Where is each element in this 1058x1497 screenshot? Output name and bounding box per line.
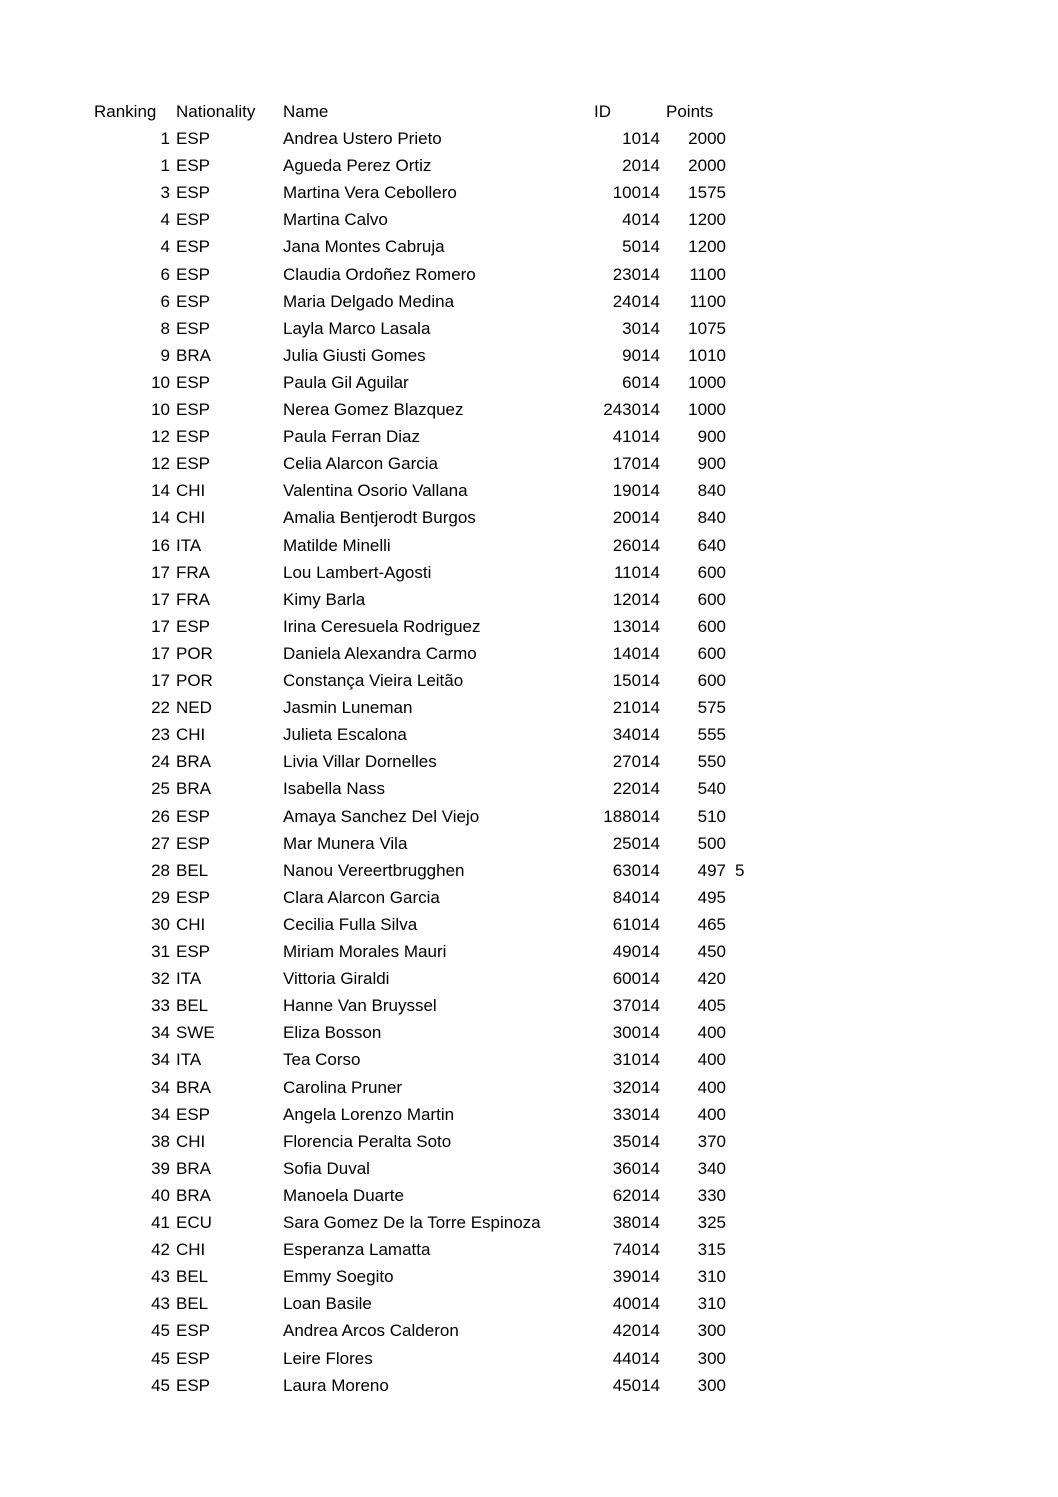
id-cell: 4014 bbox=[622, 210, 660, 230]
id-cell: 60014 bbox=[612, 969, 660, 989]
id-cell: 27014 bbox=[612, 752, 660, 772]
ranking-cell: 33 bbox=[151, 996, 170, 1016]
points-cell: 300 bbox=[697, 1348, 726, 1368]
nationality-cell: CHI bbox=[176, 914, 206, 934]
id-cell: 17014 bbox=[612, 454, 660, 474]
nationality-cell: ESP bbox=[176, 454, 211, 474]
table-row bbox=[0, 911, 1058, 938]
name-cell: Vittoria Giraldi bbox=[283, 969, 390, 989]
id-cell: 25014 bbox=[612, 833, 660, 853]
name-cell: Emmy Soegito bbox=[283, 1267, 394, 1287]
name-cell: Paula Gil Aguilar bbox=[283, 372, 409, 392]
points-cell: 497 bbox=[697, 860, 726, 880]
id-cell: 30014 bbox=[612, 1023, 660, 1043]
id-cell: 1014 bbox=[622, 129, 660, 148]
ranking-cell: 17 bbox=[151, 589, 170, 609]
name-cell: Amaya Sanchez Del Viejo bbox=[283, 806, 480, 826]
ranking-cell: 43 bbox=[151, 1267, 170, 1287]
points-cell: 840 bbox=[697, 508, 726, 528]
ranking-cell: 14 bbox=[151, 481, 170, 501]
points-cell: 310 bbox=[697, 1267, 726, 1287]
ranking-cell: 6 bbox=[160, 264, 170, 284]
ranking-cell: 39 bbox=[151, 1158, 170, 1178]
points-cell: 840 bbox=[697, 481, 726, 501]
id-cell: 2014 bbox=[622, 156, 660, 176]
id-cell: 22014 bbox=[612, 779, 660, 799]
name-cell: Agueda Perez Ortiz bbox=[283, 156, 432, 176]
table-row bbox=[0, 369, 1058, 396]
id-cell: 31014 bbox=[612, 1050, 660, 1070]
name-cell: Mar Munera Vila bbox=[283, 833, 408, 853]
ranking-cell: 34 bbox=[151, 1104, 170, 1124]
id-cell: 45014 bbox=[612, 1375, 660, 1395]
ranking-cell: 1 bbox=[160, 129, 170, 148]
points-cell: 540 bbox=[697, 779, 726, 799]
table-row bbox=[0, 1155, 1058, 1182]
id-cell: 15014 bbox=[612, 671, 660, 690]
table-row bbox=[0, 261, 1058, 288]
points-cell: 1100 bbox=[689, 291, 726, 311]
ranking-cell: 23 bbox=[151, 725, 170, 745]
nationality-cell: BEL bbox=[176, 996, 209, 1016]
name-cell: Celia Alarcon Garcia bbox=[283, 454, 438, 474]
nationality-cell: BEL bbox=[176, 1267, 209, 1287]
table-row bbox=[0, 125, 1058, 152]
id-cell: 14014 bbox=[612, 643, 660, 663]
table-row bbox=[0, 532, 1058, 559]
id-cell: 63014 bbox=[612, 860, 660, 880]
points-cell: 1100 bbox=[689, 264, 726, 284]
ranking-cell: 1 bbox=[160, 156, 170, 176]
nationality-cell: FRA bbox=[176, 562, 210, 582]
ranking-cell: 45 bbox=[151, 1348, 170, 1368]
name-cell: Tea Corso bbox=[283, 1050, 361, 1070]
id-cell: 33014 bbox=[612, 1104, 660, 1124]
nationality-cell: FRA bbox=[176, 589, 210, 609]
ranking-cell: 30 bbox=[151, 914, 170, 934]
ranking-cell: 22 bbox=[151, 698, 170, 718]
table-row bbox=[0, 1290, 1058, 1317]
id-cell: 35014 bbox=[612, 1131, 660, 1151]
name-cell: Nerea Gomez Blazquez bbox=[283, 400, 464, 419]
ranking-cell: 41 bbox=[151, 1213, 170, 1232]
points-cell: 330 bbox=[697, 1185, 726, 1205]
points-cell: 370 bbox=[697, 1131, 726, 1151]
ranking-cell: 34 bbox=[151, 1050, 170, 1070]
id-cell: 34014 bbox=[612, 725, 660, 745]
nationality-cell: BRA bbox=[176, 1158, 211, 1178]
nationality-cell: ESP bbox=[176, 372, 211, 392]
table-row bbox=[0, 992, 1058, 1019]
points-cell: 600 bbox=[697, 616, 726, 636]
table-row bbox=[0, 233, 1058, 260]
name-cell: Hanne Van Bruyssel bbox=[283, 996, 437, 1016]
nationality-cell: SWE bbox=[176, 1023, 215, 1043]
table-row bbox=[0, 559, 1058, 586]
points-cell: 600 bbox=[697, 562, 726, 582]
nationality-cell: ESP bbox=[176, 833, 211, 853]
ranking-cell: 43 bbox=[151, 1294, 170, 1314]
id-cell: 19014 bbox=[612, 481, 660, 501]
points-cell: 300 bbox=[697, 1375, 726, 1395]
points-cell: 555 bbox=[697, 725, 726, 745]
points-cell: 300 bbox=[697, 1321, 726, 1341]
id-cell: 36014 bbox=[612, 1158, 660, 1178]
table-row bbox=[0, 965, 1058, 992]
nationality-cell: ESP bbox=[176, 1348, 211, 1368]
name-cell: Livia Villar Dornelles bbox=[283, 752, 437, 772]
id-cell: 38014 bbox=[612, 1213, 660, 1232]
table-row bbox=[0, 775, 1058, 802]
nationality-cell: ESP bbox=[176, 210, 211, 230]
ranking-cell: 29 bbox=[151, 887, 170, 907]
nationality-cell: ESP bbox=[176, 264, 211, 284]
id-cell: 21014 bbox=[612, 698, 660, 718]
nationality-cell: ESP bbox=[176, 318, 211, 338]
name-cell: Andrea Ustero Prieto bbox=[283, 129, 442, 148]
name-cell: Carolina Pruner bbox=[283, 1077, 403, 1097]
id-cell: 5014 bbox=[622, 237, 660, 257]
nationality-cell: CHI bbox=[176, 1131, 206, 1151]
ranking-cell: 6 bbox=[160, 291, 170, 311]
nationality-cell: POR bbox=[176, 643, 213, 663]
header-id: ID bbox=[594, 102, 611, 121]
table-row bbox=[0, 1046, 1058, 1073]
id-cell: 11014 bbox=[613, 562, 660, 582]
points-cell: 1200 bbox=[688, 237, 726, 257]
ranking-cell: 17 bbox=[151, 643, 170, 663]
points-cell: 500 bbox=[697, 833, 726, 853]
nationality-cell: CHI bbox=[176, 508, 206, 528]
points-cell: 400 bbox=[697, 1023, 726, 1043]
name-cell: Maria Delgado Medina bbox=[283, 291, 455, 311]
ranking-cell: 14 bbox=[151, 508, 170, 528]
nationality-cell: ESP bbox=[176, 887, 211, 907]
table-row bbox=[0, 1182, 1058, 1209]
points-cell: 400 bbox=[697, 1050, 726, 1070]
nationality-cell: NED bbox=[176, 698, 212, 718]
id-cell: 39014 bbox=[612, 1267, 660, 1287]
name-cell: Sara Gomez De la Torre Espinoza bbox=[283, 1213, 541, 1232]
name-cell: Martina Vera Cebollero bbox=[283, 183, 457, 203]
table-row bbox=[0, 884, 1058, 911]
ranking-cell: 25 bbox=[151, 779, 170, 799]
nationality-cell: ITA bbox=[176, 535, 202, 555]
points-cell: 400 bbox=[697, 1104, 726, 1124]
ranking-cell: 16 bbox=[151, 535, 170, 555]
table-row bbox=[0, 586, 1058, 613]
table-row bbox=[0, 1263, 1058, 1290]
table-row bbox=[0, 938, 1058, 965]
table-header bbox=[0, 98, 1058, 125]
name-cell: Angela Lorenzo Martin bbox=[283, 1104, 455, 1124]
name-cell: Sofia Duval bbox=[283, 1158, 370, 1178]
name-cell: Irina Ceresuela Rodriguez bbox=[283, 616, 481, 636]
id-cell: 24014 bbox=[612, 291, 660, 311]
id-cell: 13014 bbox=[612, 616, 660, 636]
ranking-cell: 3 bbox=[160, 183, 170, 203]
id-cell: 32014 bbox=[612, 1077, 660, 1097]
name-cell: Jasmin Luneman bbox=[283, 698, 413, 718]
ranking-cell: 31 bbox=[151, 942, 170, 961]
id-cell: 26014 bbox=[612, 535, 660, 555]
nationality-cell: CHI bbox=[176, 1240, 206, 1260]
points-cell: 1000 bbox=[688, 372, 726, 392]
points-cell: 600 bbox=[697, 643, 726, 663]
nationality-cell: ESP bbox=[176, 616, 211, 636]
points-cell: 1200 bbox=[688, 210, 726, 230]
ranking-cell: 27 bbox=[151, 833, 170, 853]
id-cell: 3014 bbox=[622, 318, 660, 338]
ranking-cell: 12 bbox=[151, 427, 170, 447]
nationality-cell: ESP bbox=[176, 806, 211, 826]
name-cell: Loan Basile bbox=[283, 1294, 372, 1314]
id-cell: 188014 bbox=[603, 806, 660, 826]
name-cell: Miriam Morales Mauri bbox=[283, 942, 447, 961]
table-row bbox=[0, 288, 1058, 315]
ranking-cell: 34 bbox=[151, 1023, 170, 1043]
table-row bbox=[0, 1019, 1058, 1046]
points-cell: 465 bbox=[697, 914, 726, 934]
ranking-cell: 45 bbox=[151, 1375, 170, 1395]
ranking-cell: 17 bbox=[151, 562, 170, 582]
table-row bbox=[0, 830, 1058, 857]
nationality-cell: ESP bbox=[176, 400, 211, 419]
nationality-cell: CHI bbox=[176, 725, 206, 745]
ranking-cell: 4 bbox=[160, 210, 170, 230]
ranking-cell: 42 bbox=[151, 1240, 170, 1260]
name-cell: Julia Giusti Gomes bbox=[283, 345, 426, 365]
table-row bbox=[0, 1101, 1058, 1128]
ranking-cell: 10 bbox=[151, 400, 170, 419]
points-cell: 1075 bbox=[688, 318, 726, 338]
table-row bbox=[0, 803, 1058, 830]
name-cell: Florencia Peralta Soto bbox=[283, 1131, 452, 1151]
points-cell: 325 bbox=[697, 1213, 726, 1232]
points-cell: 510 bbox=[697, 806, 726, 826]
header-nationality: Nationality bbox=[176, 102, 256, 121]
nationality-cell: ESP bbox=[176, 1104, 211, 1124]
extra-cell: 5 bbox=[735, 860, 745, 880]
ranking-cell: 9 bbox=[160, 345, 170, 365]
ranking-cell: 28 bbox=[151, 860, 170, 880]
name-cell: Jana Montes Cabruja bbox=[283, 237, 445, 257]
nationality-cell: ESP bbox=[176, 156, 211, 176]
id-cell: 42014 bbox=[612, 1321, 660, 1341]
nationality-cell: ESP bbox=[176, 427, 211, 447]
nationality-cell: BEL bbox=[176, 860, 209, 880]
name-cell: Laura Moreno bbox=[283, 1375, 389, 1395]
points-cell: 420 bbox=[697, 969, 726, 989]
points-cell: 400 bbox=[697, 1077, 726, 1097]
nationality-cell: BRA bbox=[176, 752, 211, 772]
name-cell: Leire Flores bbox=[283, 1348, 373, 1368]
id-cell: 74014 bbox=[612, 1240, 660, 1260]
table-row bbox=[0, 477, 1058, 504]
table-row bbox=[0, 1128, 1058, 1155]
table-row bbox=[0, 721, 1058, 748]
nationality-cell: BRA bbox=[176, 1077, 211, 1097]
points-cell: 550 bbox=[697, 752, 726, 772]
points-cell: 900 bbox=[697, 427, 726, 447]
name-cell: Esperanza Lamatta bbox=[283, 1240, 431, 1260]
table-row bbox=[0, 1209, 1058, 1236]
id-cell: 6014 bbox=[622, 372, 660, 392]
ranking-cell: 38 bbox=[151, 1131, 170, 1151]
points-cell: 600 bbox=[697, 671, 726, 690]
nationality-cell: ITA bbox=[176, 969, 202, 989]
id-cell: 37014 bbox=[612, 996, 660, 1016]
ranking-cell: 8 bbox=[160, 318, 170, 338]
table-row bbox=[0, 694, 1058, 721]
nationality-cell: BRA bbox=[176, 345, 211, 365]
header-points: Points bbox=[666, 102, 714, 121]
nationality-cell: ESP bbox=[176, 942, 211, 961]
name-cell: Kimy Barla bbox=[283, 589, 366, 609]
ranking-cell: 12 bbox=[151, 454, 170, 474]
id-cell: 12014 bbox=[612, 589, 660, 609]
table-row bbox=[0, 504, 1058, 531]
header-ranking: Ranking bbox=[94, 102, 157, 121]
table-row bbox=[0, 1236, 1058, 1263]
table-row bbox=[0, 450, 1058, 477]
name-cell: Constança Vieira Leitão bbox=[283, 671, 464, 690]
name-cell: Layla Marco Lasala bbox=[283, 318, 431, 338]
points-cell: 1575 bbox=[688, 183, 726, 203]
nationality-cell: BRA bbox=[176, 779, 211, 799]
name-cell: Manoela Duarte bbox=[283, 1185, 404, 1205]
ranking-cell: 24 bbox=[151, 752, 170, 772]
nationality-cell: ESP bbox=[176, 183, 211, 203]
nationality-cell: ESP bbox=[176, 129, 211, 148]
id-cell: 9014 bbox=[622, 345, 660, 365]
table-row bbox=[0, 396, 1058, 423]
name-cell: Isabella Nass bbox=[283, 779, 386, 799]
points-cell: 640 bbox=[697, 535, 726, 555]
points-cell: 405 bbox=[697, 996, 726, 1016]
nationality-cell: POR bbox=[176, 671, 213, 690]
points-cell: 315 bbox=[697, 1240, 726, 1260]
id-cell: 10014 bbox=[612, 183, 660, 203]
ranking-cell: 32 bbox=[151, 969, 170, 989]
table-row bbox=[0, 667, 1058, 694]
name-cell: Clara Alarcon Garcia bbox=[283, 887, 440, 907]
points-cell: 575 bbox=[697, 698, 726, 718]
table-row bbox=[0, 342, 1058, 369]
table-row bbox=[0, 857, 1058, 884]
table-row bbox=[0, 613, 1058, 640]
nationality-cell: ESP bbox=[176, 237, 211, 257]
table-row bbox=[0, 315, 1058, 342]
points-cell: 495 bbox=[697, 887, 726, 907]
nationality-cell: BRA bbox=[176, 1185, 211, 1205]
table-row bbox=[0, 748, 1058, 775]
table-row bbox=[0, 1317, 1058, 1344]
ranking-cell: 26 bbox=[151, 806, 170, 826]
points-cell: 450 bbox=[697, 942, 726, 961]
name-cell: Matilde Minelli bbox=[283, 535, 391, 555]
table-row bbox=[0, 1074, 1058, 1101]
name-cell: Cecilia Fulla Silva bbox=[283, 914, 418, 934]
ranking-cell: 17 bbox=[151, 616, 170, 636]
header-name: Name bbox=[283, 102, 329, 121]
ranking-cell: 45 bbox=[151, 1321, 170, 1341]
id-cell: 62014 bbox=[612, 1185, 660, 1205]
table-row bbox=[0, 179, 1058, 206]
name-cell: Lou Lambert-Agosti bbox=[283, 562, 432, 582]
table-row bbox=[0, 1372, 1058, 1399]
name-cell: Andrea Arcos Calderon bbox=[283, 1321, 459, 1341]
points-cell: 340 bbox=[697, 1158, 726, 1178]
name-cell: Amalia Bentjerodt Burgos bbox=[283, 508, 476, 528]
ranking-cell: 40 bbox=[151, 1185, 170, 1205]
points-cell: 1010 bbox=[688, 345, 726, 365]
id-cell: 84014 bbox=[612, 887, 660, 907]
ranking-cell: 34 bbox=[151, 1077, 170, 1097]
nationality-cell: CHI bbox=[176, 481, 206, 501]
nationality-cell: BEL bbox=[176, 1294, 209, 1314]
nationality-cell: ITA bbox=[176, 1050, 202, 1070]
nationality-cell: ESP bbox=[176, 1321, 211, 1341]
ranking-cell: 10 bbox=[151, 372, 170, 392]
table-row bbox=[0, 640, 1058, 667]
ranking-cell: 4 bbox=[160, 237, 170, 257]
name-cell: Martina Calvo bbox=[283, 210, 388, 230]
ranking-cell: 17 bbox=[151, 671, 170, 690]
points-cell: 1000 bbox=[688, 400, 726, 419]
id-cell: 44014 bbox=[612, 1348, 660, 1368]
id-cell: 40014 bbox=[612, 1294, 660, 1314]
points-cell: 2000 bbox=[688, 129, 726, 148]
id-cell: 61014 bbox=[612, 914, 660, 934]
id-cell: 20014 bbox=[612, 508, 660, 528]
table-row bbox=[0, 152, 1058, 179]
table-row bbox=[0, 423, 1058, 450]
name-cell: Julieta Escalona bbox=[283, 725, 407, 745]
nationality-cell: ECU bbox=[176, 1213, 212, 1232]
table-row bbox=[0, 206, 1058, 233]
name-cell: Valentina Osorio Vallana bbox=[283, 481, 468, 501]
name-cell: Paula Ferran Diaz bbox=[283, 427, 421, 447]
id-cell: 49014 bbox=[612, 942, 660, 961]
points-cell: 310 bbox=[697, 1294, 726, 1314]
nationality-cell: ESP bbox=[176, 1375, 211, 1395]
name-cell: Nanou Vereertbrugghen bbox=[283, 860, 465, 880]
name-cell: Daniela Alexandra Carmo bbox=[283, 643, 477, 663]
id-cell: 23014 bbox=[612, 264, 660, 284]
name-cell: Claudia Ordoñez Romero bbox=[283, 264, 476, 284]
name-cell: Eliza Bosson bbox=[283, 1023, 382, 1043]
nationality-cell: ESP bbox=[176, 291, 211, 311]
id-cell: 41014 bbox=[612, 427, 660, 447]
points-cell: 2000 bbox=[688, 156, 726, 176]
table-row bbox=[0, 1345, 1058, 1372]
points-cell: 600 bbox=[697, 589, 726, 609]
points-cell: 900 bbox=[697, 454, 726, 474]
id-cell: 243014 bbox=[603, 400, 660, 419]
